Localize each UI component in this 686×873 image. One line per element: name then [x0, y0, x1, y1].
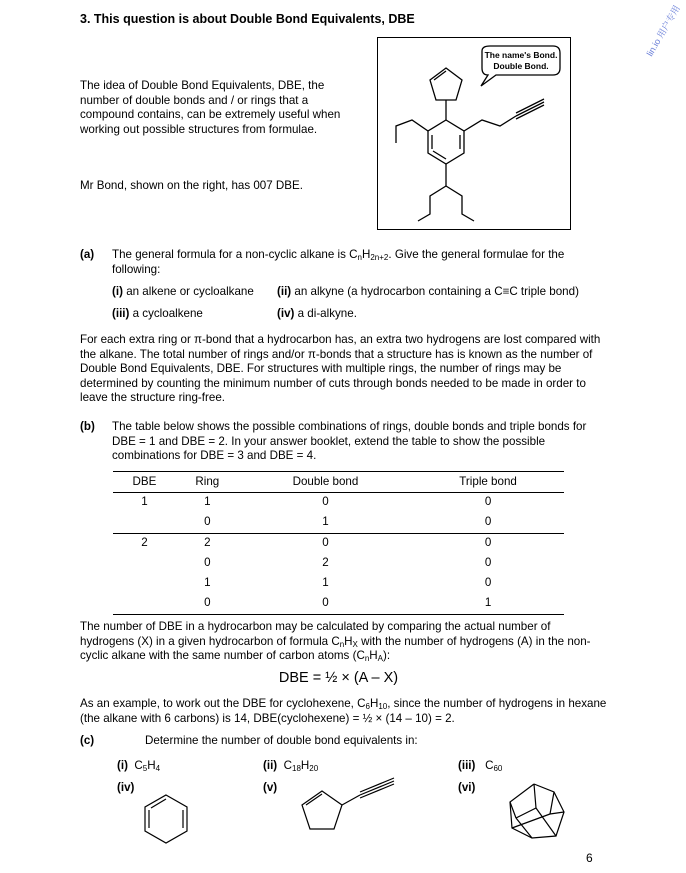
table-row [113, 554, 564, 574]
part-c-item-v-label: (v) [263, 781, 278, 794]
part-c-item-iv-label: (iv) [117, 781, 135, 794]
table-cell [113, 574, 176, 594]
table-cell: 1 [322, 576, 329, 590]
table-cell: 0 [176, 513, 239, 534]
part-c-item-i: (i) $C_5H_4$ [117, 759, 161, 773]
part-c-text: Determine the number of double bond equivalents in: [145, 734, 418, 747]
table-row [113, 533, 564, 554]
speech-bubble-line-1: The name's Bond. [484, 50, 558, 60]
benzene-structure [136, 790, 196, 850]
part-b-label: (b) [80, 420, 95, 433]
table-cell: 1 [239, 513, 412, 534]
header-ring: Ring [176, 472, 239, 493]
mr-bond-text: Mr Bond, shown on the right, has 007 DBE. [80, 179, 303, 192]
dbe-equation: DBE = ½ × (A – X) [278, 670, 399, 686]
header-triple-bond: Triple bond [412, 472, 564, 493]
table-cell: 0 [239, 594, 412, 615]
table-cell: 0 [484, 536, 492, 550]
table-cell: 0 [484, 556, 492, 570]
part-c-item-ii: (ii) $C_{18}H_{20}$ [263, 759, 319, 773]
table-cell: 0 [322, 536, 329, 550]
table-cell: 1 [412, 594, 564, 615]
dbe-combinations-table [113, 471, 564, 615]
rings-pi-bonds-paragraph: For each extra ring or π-bond that a hydrocarbon has, an extra two hydrogens are lost compared with the alkane. The total number of rings and/or π-bonds that a structure has is known as the number of Double Bond Equivalents, DBE. For structures with multiple rings, the number of rings may be determined by counting the minimum number of cuts through bonds needed to be made in order to leave the structure ring-free. [80, 333, 601, 404]
table-cell: 0 [412, 513, 564, 534]
table-row [113, 513, 564, 534]
part-a-item-iii: (iii) a cycloalkene [112, 307, 203, 320]
table-cell: 0 [176, 594, 239, 615]
table-cell [113, 554, 176, 574]
table-cell [113, 513, 176, 534]
mr-bond-structure [378, 38, 570, 229]
part-a-text: The general formula for a non-cyclic alkane is $C_nH_{2n+2}$. Give the general formulae for the following: [112, 248, 565, 276]
cyclopentene-ring [430, 68, 462, 100]
part-c-label: (c) [80, 734, 95, 747]
cyclopentenyl-alkyne-structure [292, 775, 402, 847]
table-cell: 1 [204, 495, 211, 509]
header-double-bond: Double bond [239, 472, 412, 493]
page-number: 6 [586, 851, 593, 865]
table-cell: 0 [484, 576, 492, 590]
part-a-item-i: (i) an alkene or cycloalkane [112, 285, 254, 298]
mr-bond-figure [377, 37, 571, 230]
question-heading: 3. This question is about Double Bond Equivalents, DBE [80, 12, 415, 26]
table-cell: 2 [322, 556, 329, 570]
table-cell: 0 [204, 556, 211, 570]
table-cell: 0 [322, 495, 329, 509]
table-row [113, 574, 564, 594]
table-cell: 1 [141, 495, 148, 509]
table-row [113, 594, 564, 615]
table-header-row [113, 472, 564, 493]
part-a-item-iv: (iv) a di-alkyne. [277, 307, 357, 320]
watermark: lin.io 用户专用 [644, 3, 682, 58]
table-cell: 1 [204, 576, 211, 590]
part-a-label: (a) [80, 248, 95, 261]
part-c-item-iii: (iii) $C_{60}$ [458, 759, 503, 773]
intro-text: The idea of Double Bond Equivalents, DBE, the number of double bonds and / or rings that a compound contains, can be extremely useful when working out possible structures from formulae. [80, 79, 341, 136]
part-a-item-ii: (ii) an alkyne (a hydrocarbon containing a C≡C triple bond) [277, 285, 579, 298]
part-c-item-vi-label: (vi) [458, 781, 476, 794]
table-cell: 2 [204, 536, 211, 550]
speech-bubble-line-2: Double Bond. [493, 61, 549, 71]
table-row [113, 492, 564, 513]
header-dbe: DBE [113, 472, 176, 493]
adamantane-structure [504, 780, 572, 842]
table-cell: 0 [484, 495, 492, 509]
table-cell [113, 594, 176, 615]
table-cell: 2 [141, 536, 148, 550]
cyclohexene-example: As an example, to work out the DBE for cyclohexene, $C_6H_{10}$, since the number of hydrogens in hexane (the alkane with 6 carbons) is 14, DBE(cyclohexene) = ½ × (14 – 10) = 2. [80, 697, 607, 725]
part-b-text: The table below shows the possible combinations of rings, double bonds and triple bonds for DBE = 1 and DBE = 2. In your answer booklet, extend the table to show the possible combinations for DBE = 3 and DBE = 4. [112, 420, 587, 462]
dbe-formula-explanation: The number of DBE in a hydrocarbon may be calculated by comparing the actual number of hydrogens (X) in a given hydrocarbon of formula $C_nH_X$ with the number of hydrogens (A) in the non-cyclic alkane with the same number of carbon atoms $(C_nH_A)$: [80, 620, 591, 663]
benzene-ring [428, 120, 464, 164]
